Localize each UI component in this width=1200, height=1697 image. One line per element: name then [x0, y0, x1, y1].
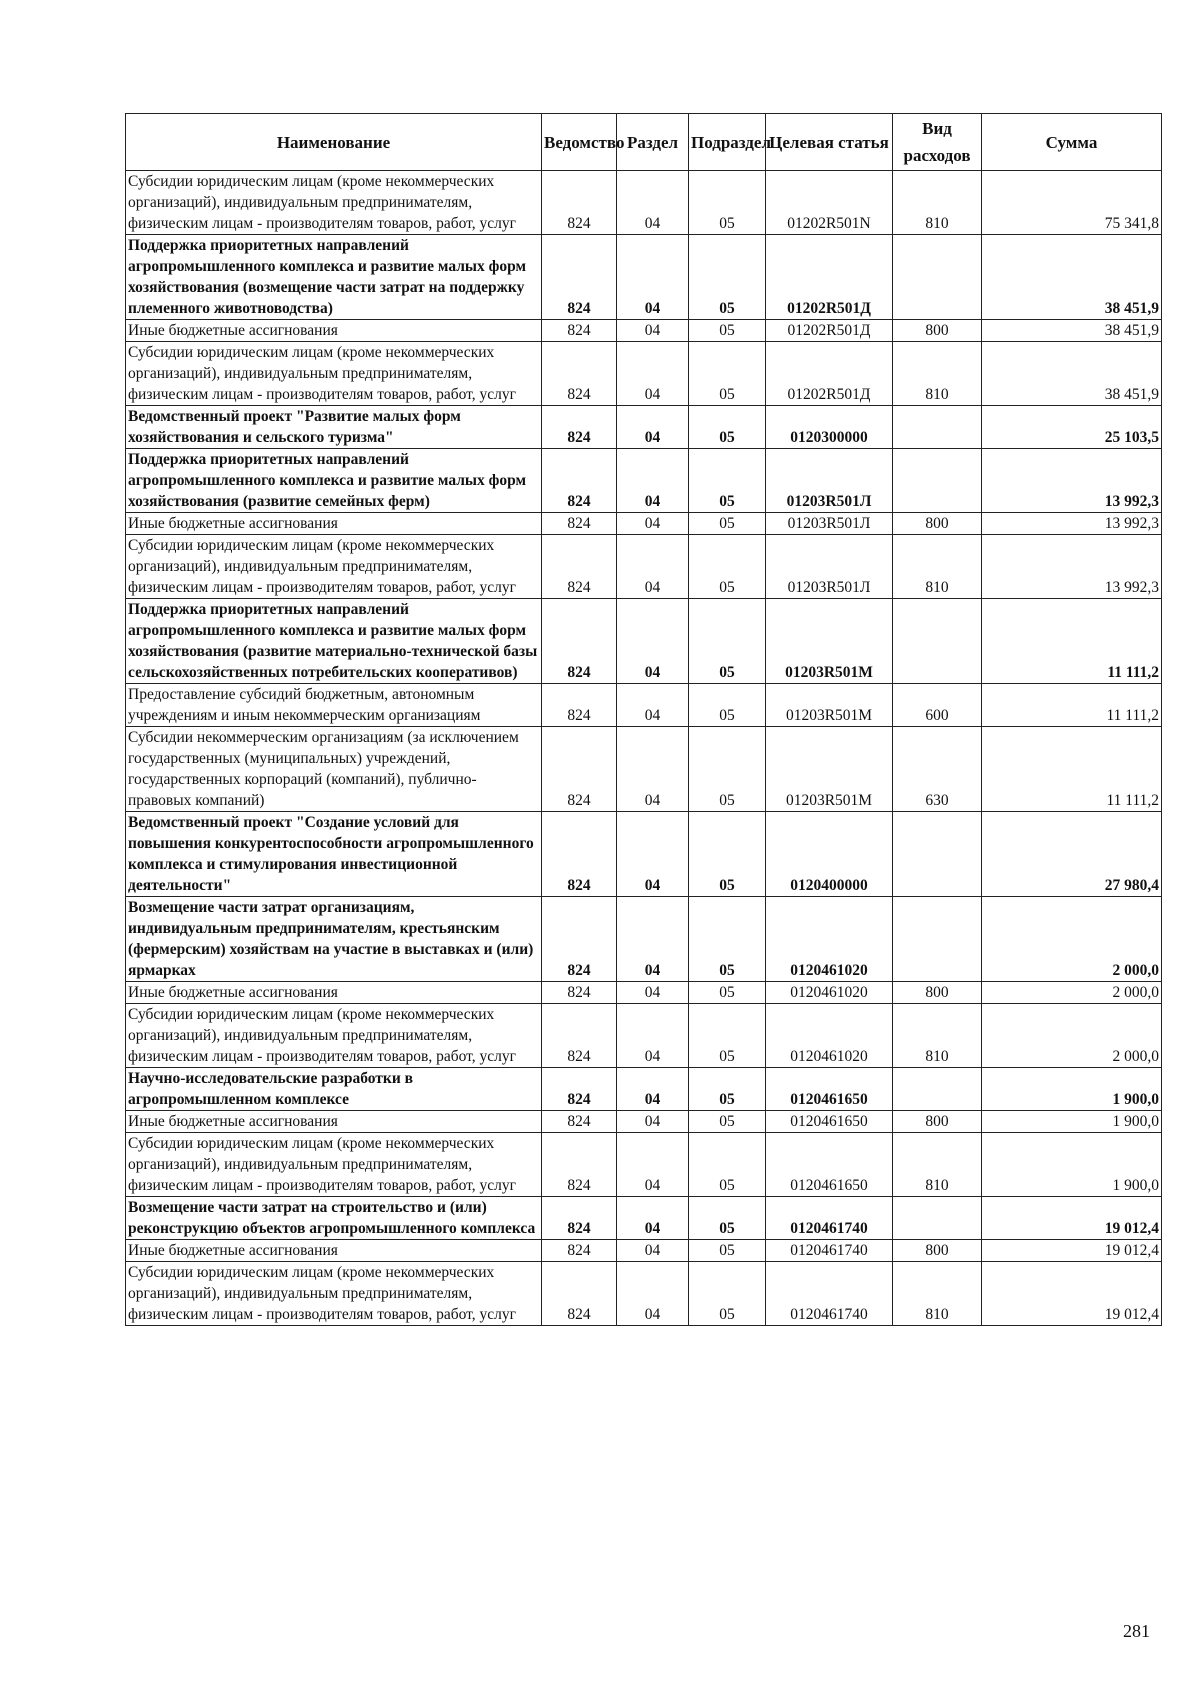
cell-ved: 824: [542, 535, 617, 599]
cell-podrazdel: 05: [689, 1197, 766, 1240]
cell-summa: 11 111,2: [982, 684, 1162, 727]
budget-table: [125, 113, 1162, 1326]
cell-vid: [893, 1068, 982, 1111]
cell-summa: 1 900,0: [982, 1068, 1162, 1111]
cell-ved: 824: [542, 1133, 617, 1197]
table-row: [126, 1004, 1162, 1068]
cell-vid: [893, 406, 982, 449]
cell-vid: [893, 599, 982, 684]
cell-razdel: 04: [617, 727, 689, 812]
cell-ved: 824: [542, 171, 617, 235]
cell-podrazdel: 05: [689, 235, 766, 320]
cell-summa: 1 900,0: [982, 1111, 1162, 1133]
cell-name: Иные бюджетные ассигнования: [126, 513, 542, 535]
table-row: [126, 1197, 1162, 1240]
table-row: [126, 1111, 1162, 1133]
cell-vid: 800: [893, 513, 982, 535]
cell-ved: 824: [542, 320, 617, 342]
header-name: Наименование: [126, 114, 542, 171]
cell-ved: 824: [542, 406, 617, 449]
cell-name: Субсидии юридическим лицам (кроме некоммерческих организаций), индивидуальным предпринимателям, физическим лицам - производителям товаров, работ, услуг: [126, 535, 542, 599]
cell-ved: 824: [542, 449, 617, 513]
cell-ved: 824: [542, 1197, 617, 1240]
cell-vid: 800: [893, 1111, 982, 1133]
cell-celevaya: 0120461740: [766, 1240, 893, 1262]
cell-podrazdel: 05: [689, 897, 766, 982]
cell-podrazdel: 05: [689, 535, 766, 599]
cell-vid: 810: [893, 1133, 982, 1197]
cell-summa: 2 000,0: [982, 1004, 1162, 1068]
table-row: [126, 1262, 1162, 1326]
cell-celevaya: 0120461650: [766, 1111, 893, 1133]
cell-podrazdel: 05: [689, 449, 766, 513]
cell-name: Иные бюджетные ассигнования: [126, 1111, 542, 1133]
cell-summa: 1 900,0: [982, 1133, 1162, 1197]
cell-name: Поддержка приоритетных направлений агропромышленного комплекса и развитие малых форм хозяйствования (развитие семейных ферм): [126, 449, 542, 513]
table-row: [126, 513, 1162, 535]
table-row: [126, 449, 1162, 513]
cell-name: Субсидии юридическим лицам (кроме некоммерческих организаций), индивидуальным предпринимателям, физическим лицам - производителям товаров, работ, услуг: [126, 1133, 542, 1197]
cell-vid: [893, 235, 982, 320]
cell-celevaya: 0120461020: [766, 897, 893, 982]
cell-celevaya: 01203R501M: [766, 684, 893, 727]
cell-celevaya: 0120300000: [766, 406, 893, 449]
cell-celevaya: 01203R501Л: [766, 513, 893, 535]
cell-razdel: 04: [617, 982, 689, 1004]
cell-summa: 25 103,5: [982, 406, 1162, 449]
cell-ved: 824: [542, 513, 617, 535]
cell-ved: 824: [542, 342, 617, 406]
table-row: [126, 1133, 1162, 1197]
cell-podrazdel: 05: [689, 727, 766, 812]
cell-razdel: 04: [617, 1240, 689, 1262]
table-row: [126, 406, 1162, 449]
table-row: [126, 982, 1162, 1004]
cell-summa: 13 992,3: [982, 535, 1162, 599]
cell-name: Поддержка приоритетных направлений агропромышленного комплекса и развитие малых форм хозяйствования (возмещение части затрат на поддержку племенного животноводства): [126, 235, 542, 320]
cell-ved: 824: [542, 684, 617, 727]
cell-ved: 824: [542, 812, 617, 897]
cell-summa: 11 111,2: [982, 727, 1162, 812]
cell-vid: 800: [893, 982, 982, 1004]
cell-name: Предоставление субсидий бюджетным, автономным учреждениям и иным некоммерческим организациям: [126, 684, 542, 727]
cell-podrazdel: 05: [689, 812, 766, 897]
table-row: [126, 320, 1162, 342]
cell-vid: 810: [893, 535, 982, 599]
cell-summa: 19 012,4: [982, 1240, 1162, 1262]
cell-name: Ведомственный проект "Развитие малых форм хозяйствования и сельского туризма": [126, 406, 542, 449]
cell-ved: 824: [542, 1068, 617, 1111]
cell-summa: 27 980,4: [982, 812, 1162, 897]
cell-podrazdel: 05: [689, 1262, 766, 1326]
page-number: 281: [1123, 1621, 1150, 1641]
cell-razdel: 04: [617, 535, 689, 599]
cell-ved: 824: [542, 897, 617, 982]
cell-vid: 810: [893, 1262, 982, 1326]
cell-celevaya: 01203R501Л: [766, 449, 893, 513]
cell-celevaya: 01202R501Д: [766, 320, 893, 342]
cell-celevaya: 01203R501M: [766, 599, 893, 684]
cell-ved: 824: [542, 1111, 617, 1133]
cell-celevaya: 0120461650: [766, 1133, 893, 1197]
cell-razdel: 04: [617, 684, 689, 727]
cell-podrazdel: 05: [689, 1133, 766, 1197]
cell-razdel: 04: [617, 1068, 689, 1111]
cell-ved: 824: [542, 1262, 617, 1326]
cell-vid: 600: [893, 684, 982, 727]
cell-podrazdel: 05: [689, 982, 766, 1004]
table-header-row: [126, 114, 1162, 171]
cell-vid: 800: [893, 1240, 982, 1262]
cell-ved: 824: [542, 599, 617, 684]
cell-celevaya: 0120461740: [766, 1262, 893, 1326]
cell-summa: 2 000,0: [982, 982, 1162, 1004]
cell-podrazdel: 05: [689, 342, 766, 406]
cell-summa: 11 111,2: [982, 599, 1162, 684]
cell-vid: 810: [893, 171, 982, 235]
header-summa: Сумма: [982, 114, 1162, 171]
cell-name: Субсидии юридическим лицам (кроме некоммерческих организаций), индивидуальным предпринимателям, физическим лицам - производителям товаров, работ, услуг: [126, 1262, 542, 1326]
cell-name: Возмещение части затрат на строительство и (или) реконструкцию объектов агропромышленного комплекса: [126, 1197, 542, 1240]
cell-name: Возмещение части затрат организациям, индивидуальным предпринимателям, крестьянским (фермерским) хозяйствам на участие в выставках и (или) ярмарках: [126, 897, 542, 982]
cell-razdel: 04: [617, 599, 689, 684]
cell-summa: 13 992,3: [982, 449, 1162, 513]
cell-celevaya: 0120461740: [766, 1197, 893, 1240]
cell-name: Поддержка приоритетных направлений агропромышленного комплекса и развитие малых форм хозяйствования (развитие материально-технической базы сельскохозяйственных потребительских кооперативов): [126, 599, 542, 684]
cell-celevaya: 0120461650: [766, 1068, 893, 1111]
cell-celevaya: 0120461020: [766, 1004, 893, 1068]
cell-summa: 38 451,9: [982, 320, 1162, 342]
cell-name: Ведомственный проект "Создание условий для повышения конкурентоспособности агропромышленного комплекса и стимулирования инвестиционной деятельности": [126, 812, 542, 897]
cell-razdel: 04: [617, 406, 689, 449]
cell-summa: 75 341,8: [982, 171, 1162, 235]
cell-name: Субсидии юридическим лицам (кроме некоммерческих организаций), индивидуальным предпринимателям, физическим лицам - производителям товаров, работ, услуг: [126, 342, 542, 406]
cell-celevaya: 0120400000: [766, 812, 893, 897]
table-row: [126, 897, 1162, 982]
cell-vid: 630: [893, 727, 982, 812]
cell-razdel: 04: [617, 1262, 689, 1326]
cell-name: Субсидии некоммерческим организациям (за исключением государственных (муниципальных) учреждений, государственных корпораций (компаний), публично-правовых компаний): [126, 727, 542, 812]
cell-razdel: 04: [617, 235, 689, 320]
cell-summa: 13 992,3: [982, 513, 1162, 535]
cell-celevaya: 01202R501N: [766, 171, 893, 235]
cell-podrazdel: 05: [689, 1240, 766, 1262]
cell-podrazdel: 05: [689, 1068, 766, 1111]
cell-ved: 824: [542, 235, 617, 320]
cell-razdel: 04: [617, 513, 689, 535]
cell-name: Научно-исследовательские разработки в агропромышленном комплексе: [126, 1068, 542, 1111]
cell-podrazdel: 05: [689, 1004, 766, 1068]
cell-name: Иные бюджетные ассигнования: [126, 1240, 542, 1262]
header-vid: Вид расходов: [893, 114, 982, 171]
table-row: [126, 1068, 1162, 1111]
header-celevaya: Целевая статья: [766, 114, 893, 171]
cell-name: Иные бюджетные ассигнования: [126, 320, 542, 342]
cell-podrazdel: 05: [689, 406, 766, 449]
cell-vid: [893, 1197, 982, 1240]
cell-podrazdel: 05: [689, 1111, 766, 1133]
table-row: [126, 535, 1162, 599]
cell-podrazdel: 05: [689, 684, 766, 727]
cell-razdel: 04: [617, 320, 689, 342]
cell-ved: 824: [542, 1004, 617, 1068]
cell-razdel: 04: [617, 897, 689, 982]
cell-razdel: 04: [617, 1197, 689, 1240]
cell-razdel: 04: [617, 449, 689, 513]
cell-vid: 800: [893, 320, 982, 342]
table-row: [126, 342, 1162, 406]
cell-name: Субсидии юридическим лицам (кроме некоммерческих организаций), индивидуальным предпринимателям, физическим лицам - производителям товаров, работ, услуг: [126, 1004, 542, 1068]
cell-name: Иные бюджетные ассигнования: [126, 982, 542, 1004]
table-row: [126, 1240, 1162, 1262]
header-ved: Ведомство: [542, 114, 617, 171]
cell-ved: 824: [542, 982, 617, 1004]
cell-podrazdel: 05: [689, 513, 766, 535]
header-podrazdel: Подраздел: [689, 114, 766, 171]
cell-name: Субсидии юридическим лицам (кроме некоммерческих организаций), индивидуальным предпринимателям, физическим лицам - производителям товаров, работ, услуг: [126, 171, 542, 235]
table-row: [126, 235, 1162, 320]
budget-table-page: [125, 113, 1161, 1326]
cell-razdel: 04: [617, 1111, 689, 1133]
table-row: [126, 684, 1162, 727]
cell-summa: 19 012,4: [982, 1197, 1162, 1240]
table-body: [126, 171, 1162, 1326]
cell-vid: [893, 449, 982, 513]
cell-summa: 19 012,4: [982, 1262, 1162, 1326]
cell-celevaya: 01203R501Л: [766, 535, 893, 599]
cell-summa: 38 451,9: [982, 342, 1162, 406]
cell-podrazdel: 05: [689, 171, 766, 235]
cell-ved: 824: [542, 1240, 617, 1262]
cell-vid: [893, 812, 982, 897]
cell-summa: 2 000,0: [982, 897, 1162, 982]
cell-celevaya: 0120461020: [766, 982, 893, 1004]
cell-razdel: 04: [617, 1004, 689, 1068]
cell-vid: [893, 897, 982, 982]
header-razdel: Раздел: [617, 114, 689, 171]
table-row: [126, 727, 1162, 812]
cell-vid: 810: [893, 1004, 982, 1068]
cell-podrazdel: 05: [689, 599, 766, 684]
cell-podrazdel: 05: [689, 320, 766, 342]
cell-celevaya: 01202R501Д: [766, 342, 893, 406]
cell-celevaya: 01203R501M: [766, 727, 893, 812]
cell-summa: 38 451,9: [982, 235, 1162, 320]
table-row: [126, 599, 1162, 684]
cell-razdel: 04: [617, 342, 689, 406]
table-row: [126, 171, 1162, 235]
cell-razdel: 04: [617, 171, 689, 235]
cell-vid: 810: [893, 342, 982, 406]
cell-celevaya: 01202R501Д: [766, 235, 893, 320]
cell-razdel: 04: [617, 812, 689, 897]
cell-razdel: 04: [617, 1133, 689, 1197]
table-row: [126, 812, 1162, 897]
cell-ved: 824: [542, 727, 617, 812]
